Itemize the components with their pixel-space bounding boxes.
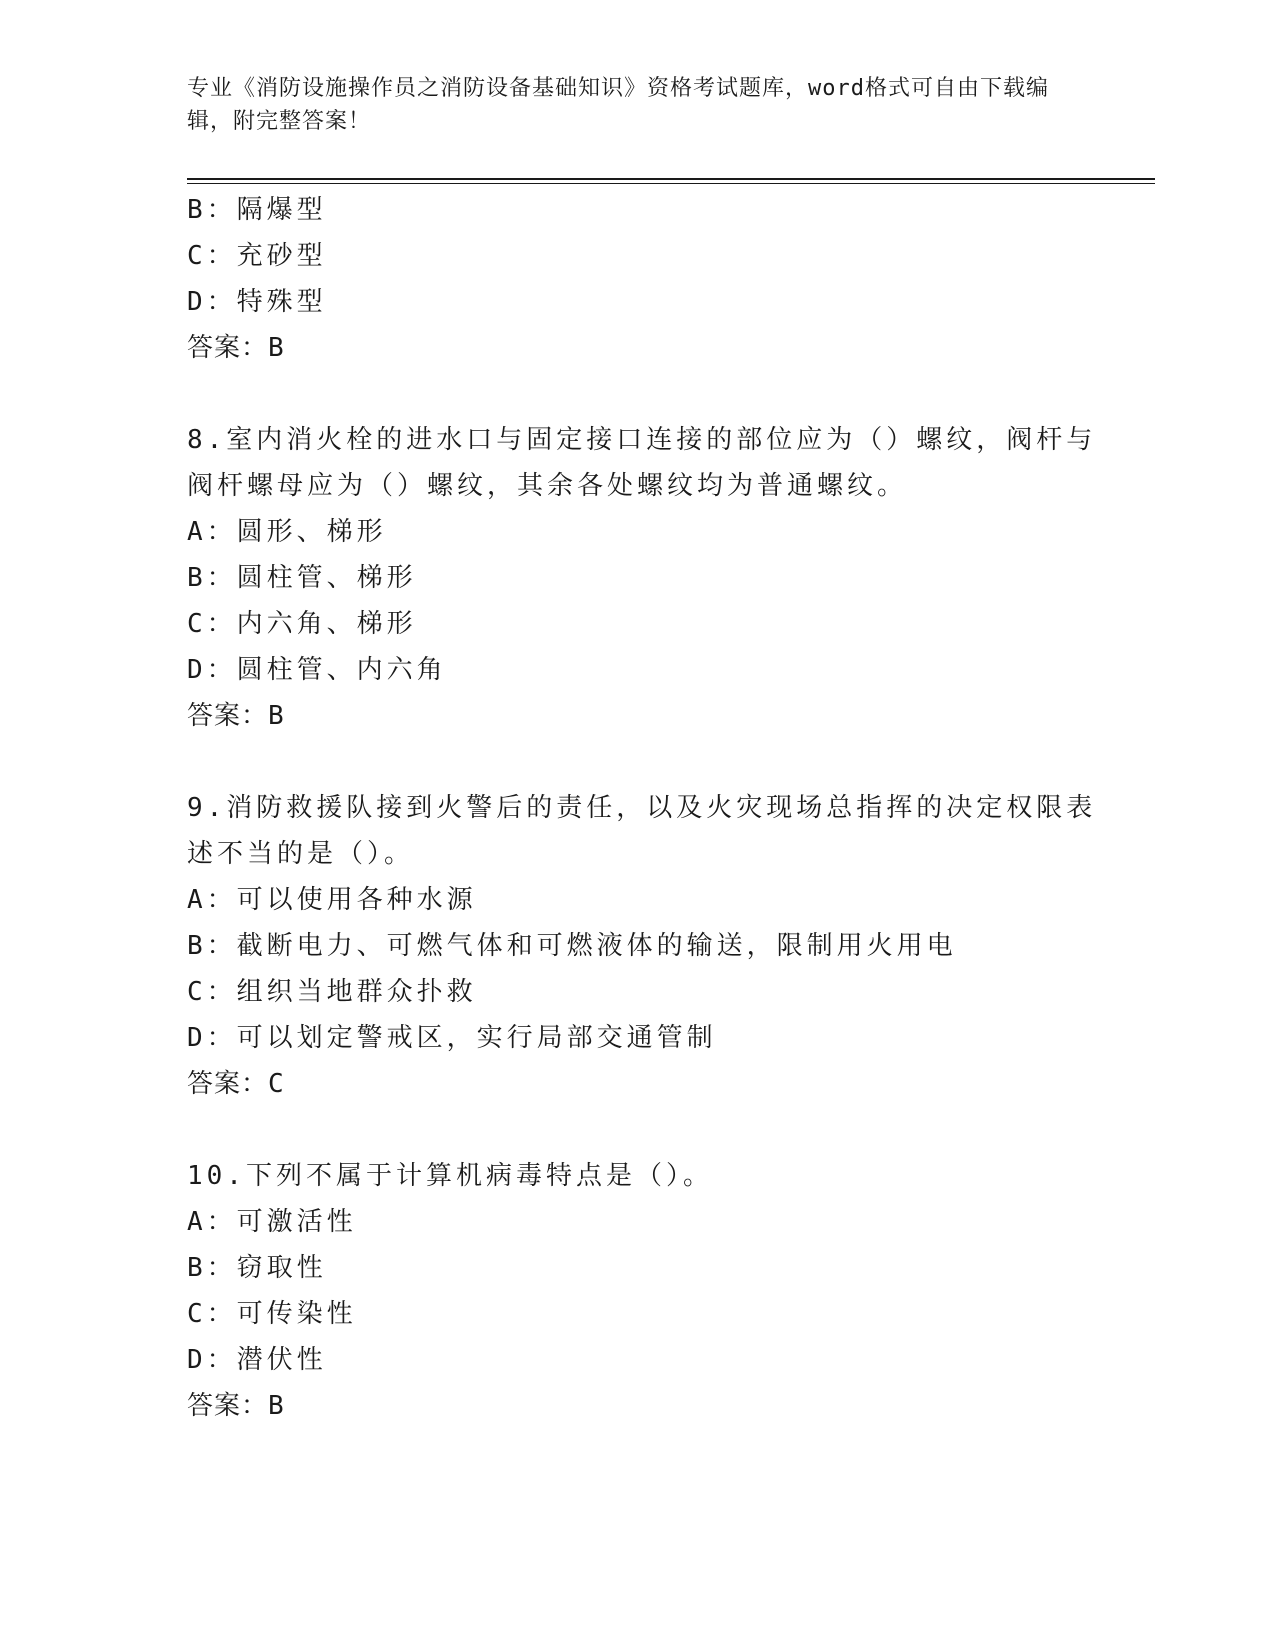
- header-rule-thick: [187, 178, 1155, 180]
- option-line: D：可以划定警戒区，实行局部交通管制: [187, 1023, 717, 1053]
- option-line: B：圆柱管、梯形: [187, 563, 417, 593]
- header-rule-thin: [187, 183, 1155, 184]
- answer-line: 答案：B: [187, 1391, 285, 1421]
- answer-line: 答案：B: [187, 701, 285, 731]
- question-9: [187, 785, 1097, 1107]
- option-line: C：充砂型: [187, 241, 327, 271]
- option-line: D：潜伏性: [187, 1345, 327, 1375]
- option-line: C：组织当地群众扑救: [187, 977, 477, 1007]
- option-line: A：可以使用各种水源: [187, 885, 477, 915]
- option-line: D：特殊型: [187, 287, 327, 317]
- option-line: B：截断电力、可燃气体和可燃液体的输送，限制用火用电: [187, 931, 957, 961]
- question-stem: 述不当的是（）。: [187, 839, 415, 869]
- page-header: 专业《消防设施操作员之消防设备基础知识》资格考试题库，word格式可自由下载编辑，附完整答案！: [187, 76, 1049, 134]
- option-line: A：可激活性: [187, 1207, 357, 1237]
- option-line: C：可传染性: [187, 1299, 357, 1329]
- question-10: [187, 1153, 1087, 1429]
- option-line: D：圆柱管、内六角: [187, 655, 447, 685]
- answer-line: 答案：B: [187, 333, 285, 363]
- option-line: C：内六角、梯形: [187, 609, 417, 639]
- question-stem: 阀杆螺母应为（）螺纹，其余各处螺纹均为普通螺纹。: [187, 471, 908, 501]
- question-stem: 10.下列不属于计算机病毒特点是（）。: [187, 1161, 713, 1191]
- question-stem: 9.消防救援队接到火警后的责任，以及火灾现场总指挥的决定权限表: [187, 793, 1097, 823]
- option-line: B：隔爆型: [187, 195, 327, 225]
- question-stem: 8.室内消火栓的进水口与固定接口连接的部位应为（）螺纹，阀杆与: [187, 425, 1097, 455]
- option-line: A：圆形、梯形: [187, 517, 387, 547]
- question-content: [187, 187, 1097, 1429]
- option-line: B：窃取性: [187, 1253, 327, 1283]
- question-8: [187, 417, 1097, 739]
- answer-line: 答案：C: [187, 1069, 285, 1099]
